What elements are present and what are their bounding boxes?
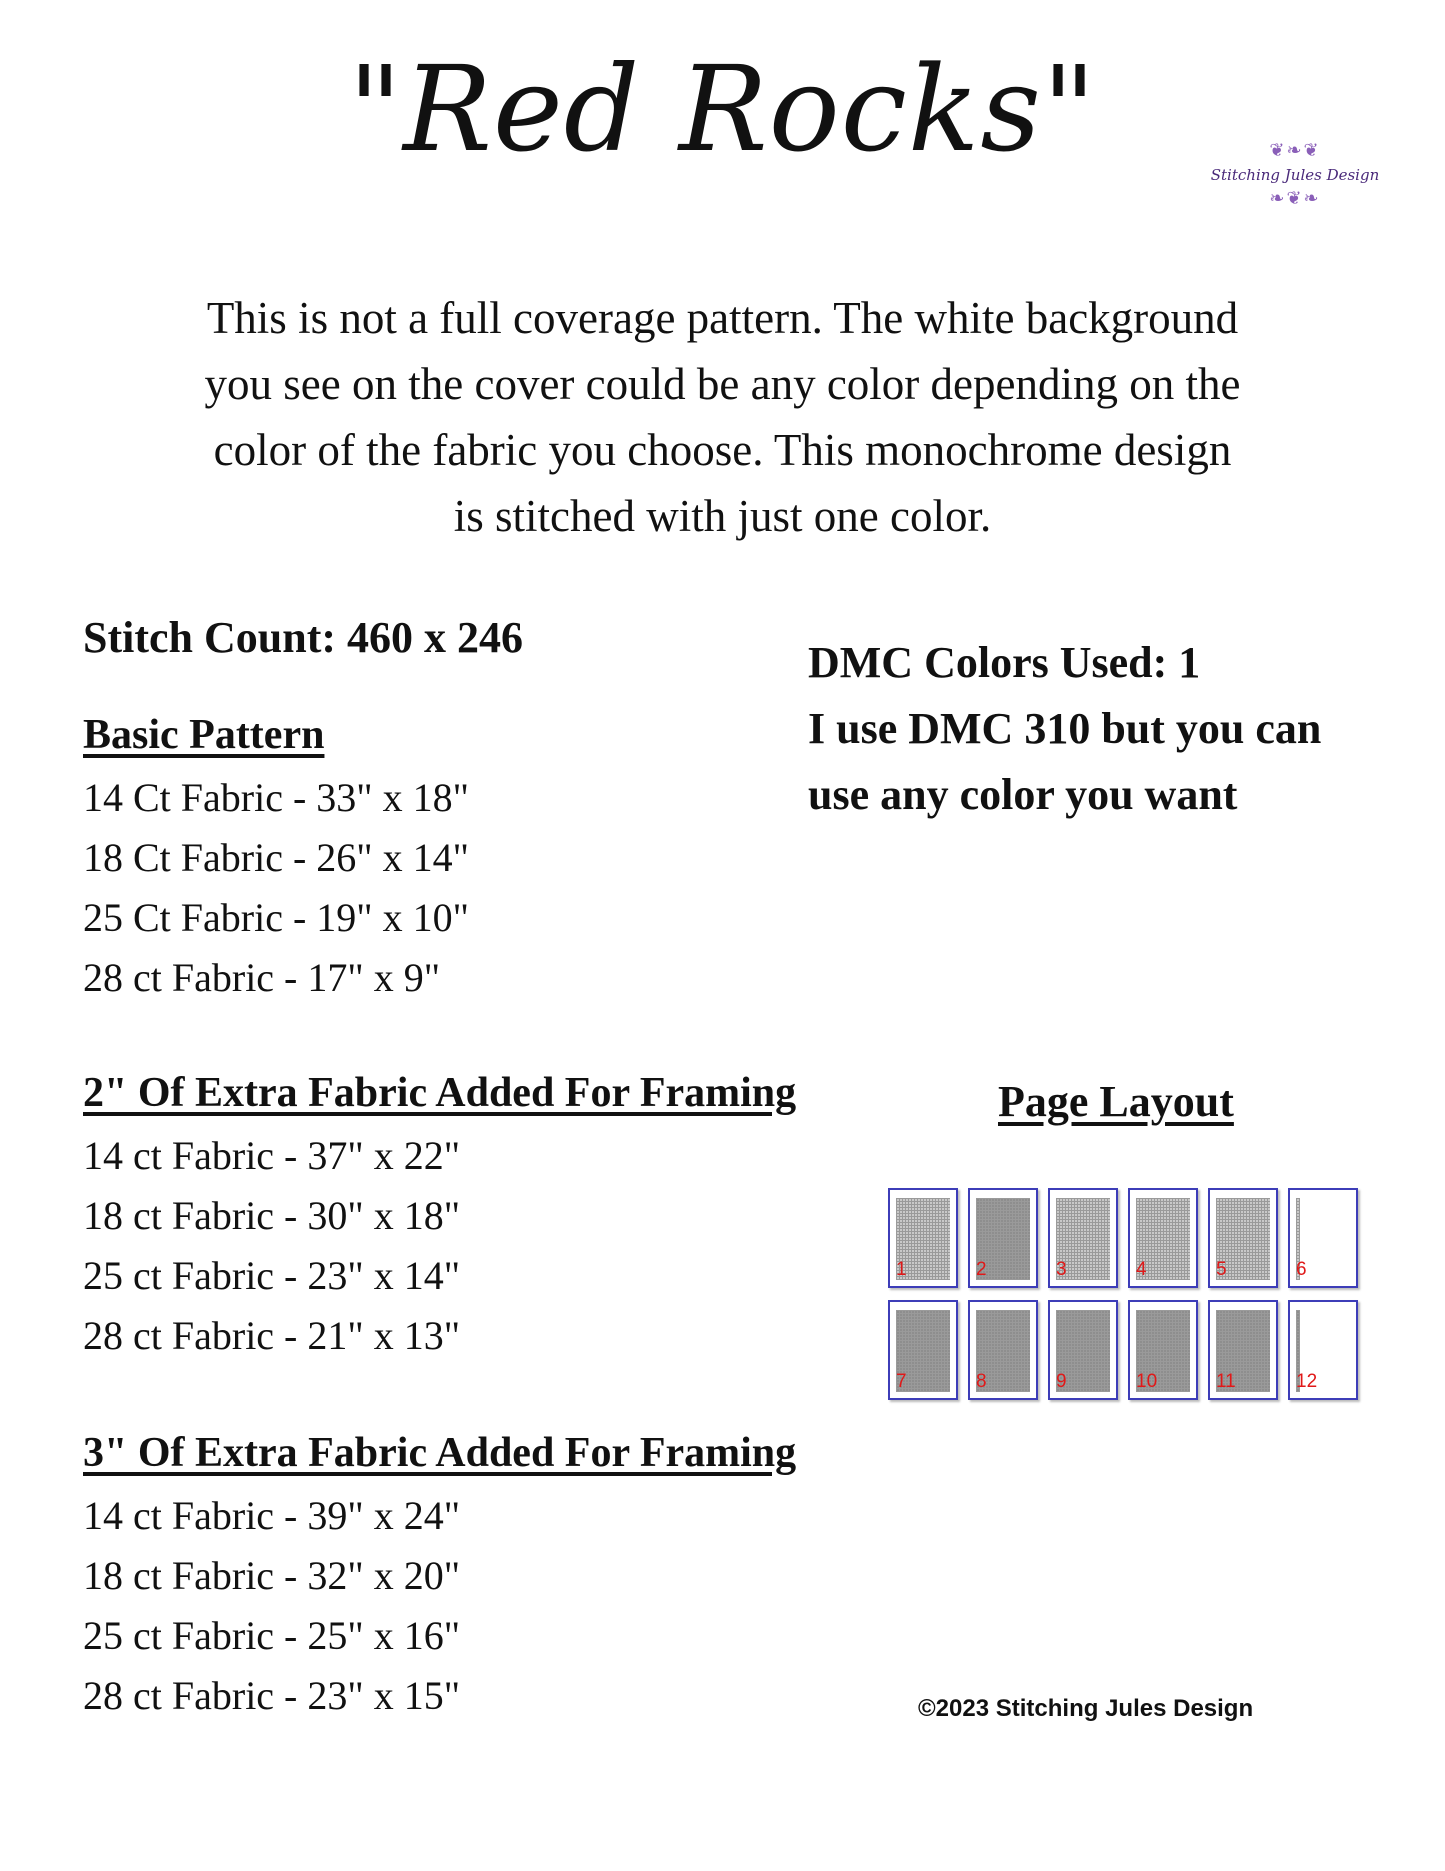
fabric-size-row: 18 ct Fabric - 32" x 20" bbox=[83, 1553, 461, 1598]
page-thumbnail bbox=[968, 1188, 1038, 1288]
fabric-size-row: 14 ct Fabric - 37" x 22" bbox=[83, 1133, 461, 1178]
page-thumbnail bbox=[1048, 1300, 1118, 1400]
fabric-size-row: 14 ct Fabric - 39" x 24" bbox=[83, 1493, 461, 1538]
page-thumbnail bbox=[1208, 1188, 1278, 1288]
fabric-size-row: 25 ct Fabric - 23" x 14" bbox=[83, 1253, 461, 1298]
page-number: 12 bbox=[1296, 1371, 1318, 1392]
page-thumbnail bbox=[1048, 1188, 1118, 1288]
page-thumbnail bbox=[1288, 1188, 1358, 1288]
page-number: 5 bbox=[1216, 1259, 1227, 1280]
page-number: 7 bbox=[896, 1371, 907, 1392]
fabric-size-row: 25 Ct Fabric - 19" x 10" bbox=[83, 895, 469, 940]
page-thumbnail bbox=[1128, 1188, 1198, 1288]
page-number: 9 bbox=[1056, 1371, 1067, 1392]
page-thumbnail bbox=[1128, 1300, 1198, 1400]
page-thumbnail bbox=[888, 1300, 958, 1400]
intro-line: color of the fabric you choose. This monochrome design bbox=[213, 425, 1232, 475]
page-number: 2 bbox=[976, 1259, 987, 1280]
section-heading: 3" Of Extra Fabric Added For Framing bbox=[83, 1430, 797, 1476]
extra-2in-section bbox=[83, 1064, 796, 1366]
intro-line: you see on the cover could be any color depending on the bbox=[204, 359, 1241, 409]
page-number: 10 bbox=[1136, 1371, 1158, 1392]
fabric-size-row: 18 ct Fabric - 30" x 18" bbox=[83, 1193, 461, 1238]
basic-pattern-section bbox=[83, 706, 469, 1008]
page-number: 6 bbox=[1296, 1259, 1307, 1280]
page-number: 11 bbox=[1216, 1371, 1236, 1392]
page-thumbnail bbox=[888, 1188, 958, 1288]
page-layout-grid bbox=[888, 1188, 1363, 1408]
stitch-count: Stitch Count: 460 x 246 bbox=[83, 613, 524, 662]
page-number: 3 bbox=[1056, 1259, 1067, 1280]
section-heading: Basic Pattern bbox=[83, 712, 325, 758]
intro-line: This is not a full coverage pattern. The white background bbox=[206, 293, 1239, 343]
page-thumbnail bbox=[1288, 1300, 1358, 1400]
extra-3in-section bbox=[83, 1424, 796, 1726]
logo-name: Stitching Jules Design bbox=[1210, 166, 1380, 184]
brand-logo bbox=[1195, 140, 1395, 240]
page-number: 1 bbox=[896, 1259, 907, 1280]
dmc-info bbox=[808, 630, 1321, 828]
section-heading: 2" Of Extra Fabric Added For Framing bbox=[83, 1070, 797, 1116]
fabric-size-row: 25 ct Fabric - 25" x 16" bbox=[83, 1613, 461, 1658]
page-layout-title: Page Layout bbox=[998, 1077, 1234, 1126]
page-number: 4 bbox=[1136, 1259, 1147, 1280]
fabric-size-row: 28 ct Fabric - 23" x 15" bbox=[83, 1673, 461, 1718]
swirl-ornament-icon: ❧❦❧ bbox=[1269, 188, 1321, 209]
dmc-line: DMC Colors Used: 1 bbox=[808, 638, 1201, 687]
copyright-footer: ©2023 Stitching Jules Design bbox=[918, 1695, 1254, 1722]
page-thumbnail bbox=[1208, 1300, 1278, 1400]
page-thumbnail bbox=[968, 1300, 1038, 1400]
dmc-line: I use DMC 310 but you can bbox=[808, 704, 1322, 753]
page-number: 8 bbox=[976, 1371, 987, 1392]
fabric-size-row: 28 ct Fabric - 21" x 13" bbox=[83, 1313, 461, 1358]
swirl-ornament-icon: ❦❧❦ bbox=[1269, 140, 1321, 161]
intro-line: is stitched with just one color. bbox=[453, 491, 992, 541]
fabric-size-row: 28 ct Fabric - 17" x 9" bbox=[83, 955, 441, 1000]
pattern-title: "Red Rocks" bbox=[347, 40, 1098, 178]
fabric-size-row: 18 Ct Fabric - 26" x 14" bbox=[83, 835, 469, 880]
fabric-size-row: 14 Ct Fabric - 33" x 18" bbox=[83, 775, 469, 820]
dmc-line: use any color you want bbox=[808, 770, 1238, 819]
intro-paragraph bbox=[130, 285, 1315, 549]
